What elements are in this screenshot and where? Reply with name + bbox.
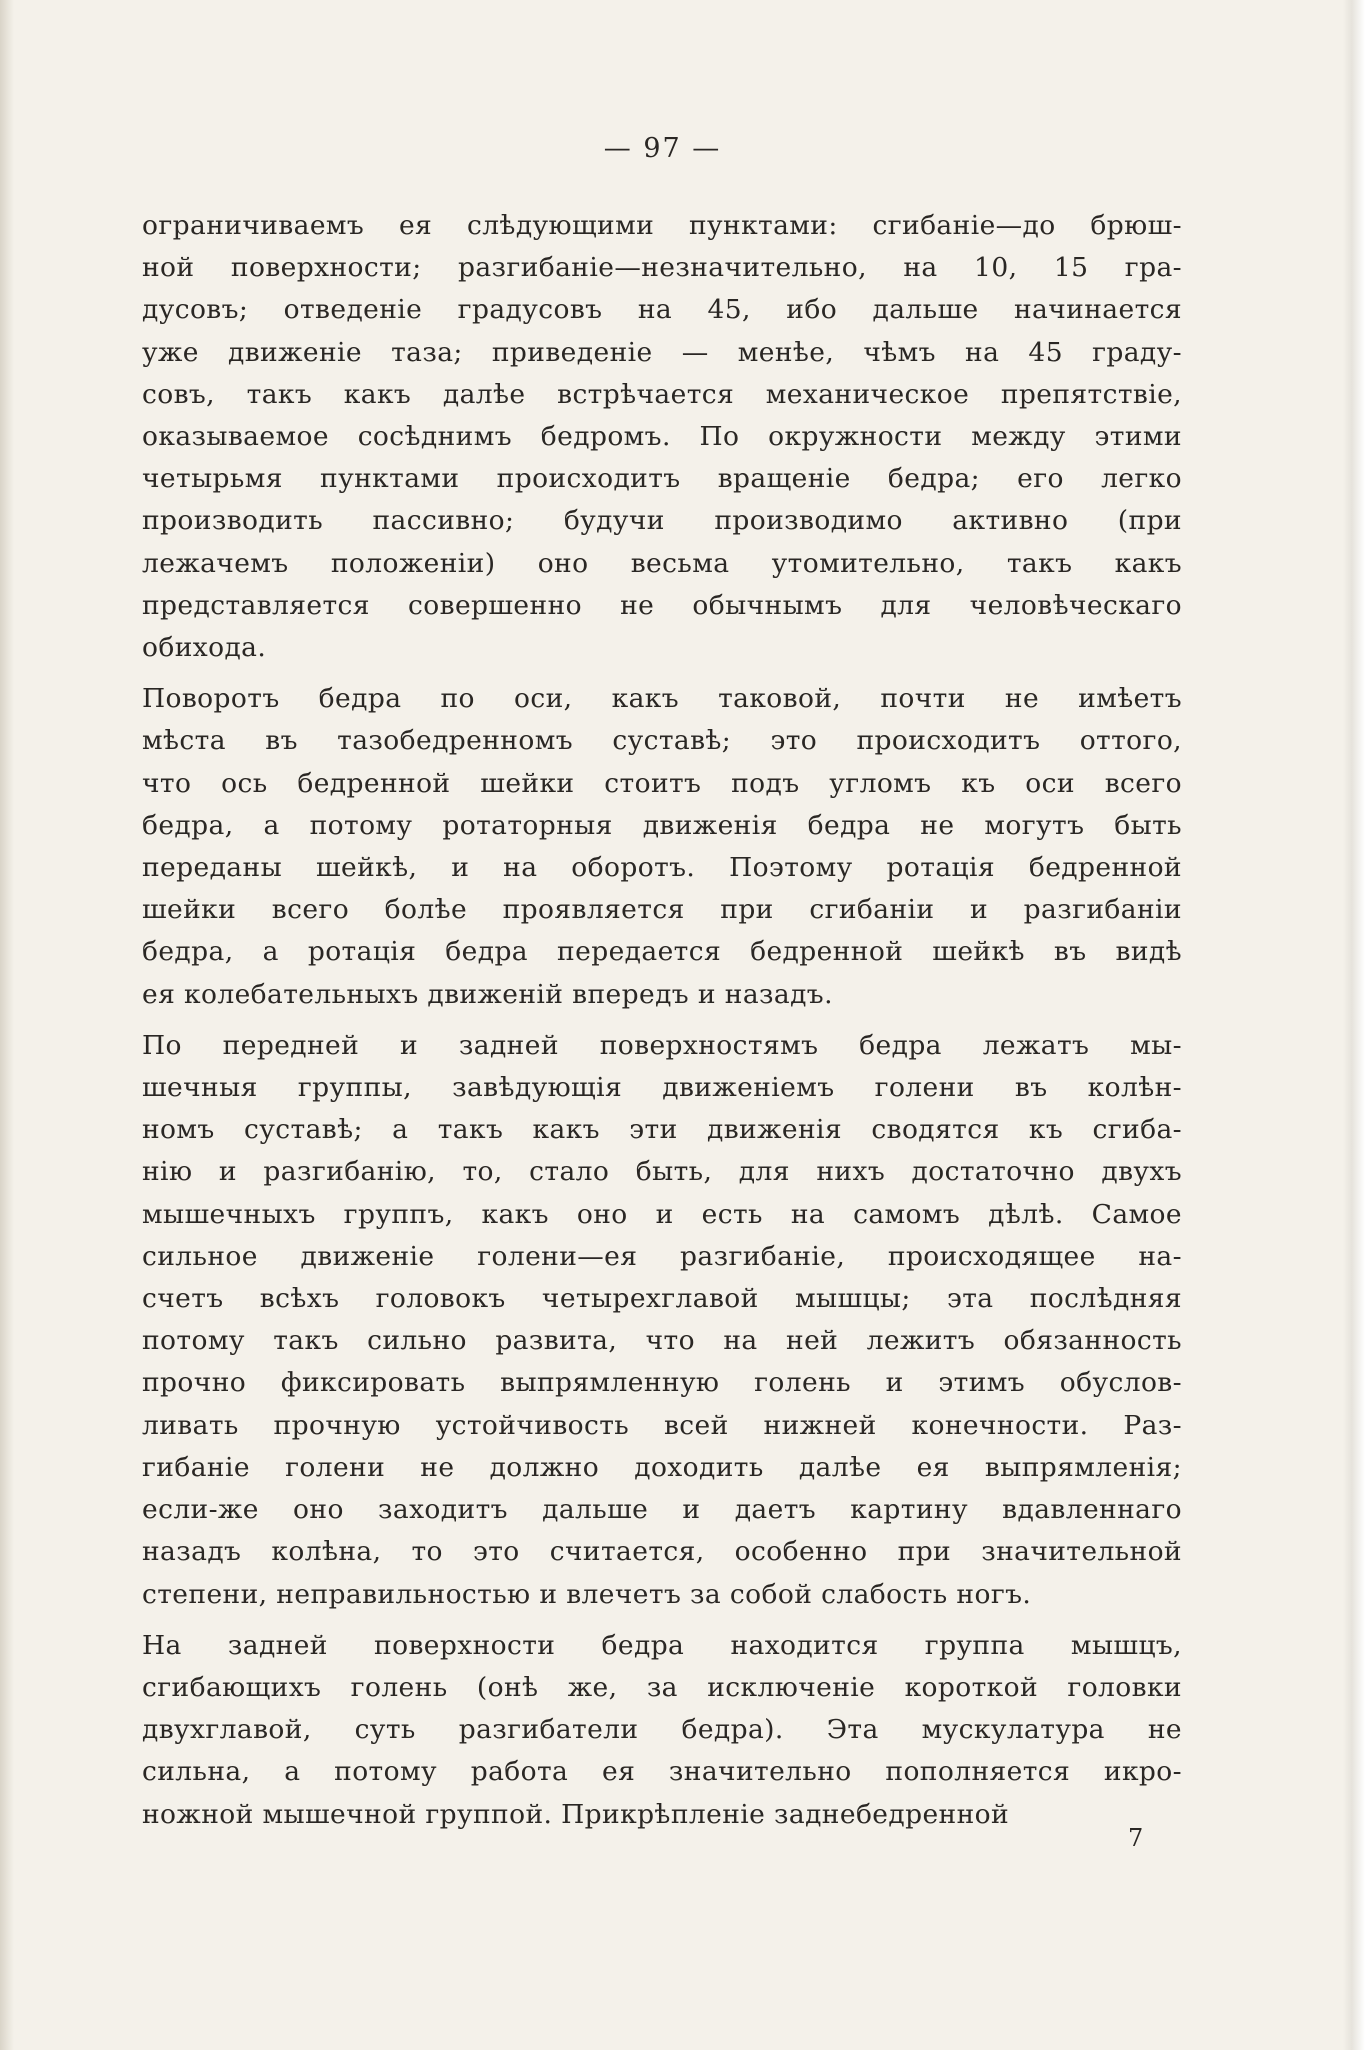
text-line: номъ суставѣ; а такъ какъ эти движенія сводятся къ сгиба- — [142, 1114, 1182, 1146]
text-line: По передней и задней поверхностямъ бедра лежатъ мы- — [142, 1029, 1182, 1061]
text-line: счетъ всѣхъ головокъ четырехглавой мышцы; эта послѣдняя — [142, 1283, 1182, 1315]
page-number: — 97 — — [603, 133, 722, 164]
text-line: потому такъ сильно развита, что на ней лежитъ обязанность — [142, 1325, 1182, 1357]
text-line: нію и разгибанію, то, стало быть, для нихъ достаточно двухъ — [142, 1156, 1182, 1188]
text-line: четырьмя пунктами происходитъ вращеніе бедра; его легко — [142, 463, 1182, 495]
paragraph-2 — [142, 678, 1182, 1016]
text-line: степени, неправильностью и влечетъ за собой слабость ногъ. — [142, 1578, 1032, 1610]
text-line: шечныя группы, завѣдующія движеніемъ голени въ колѣн- — [142, 1072, 1182, 1104]
text-line: представляется совершенно не обычнымъ для человѣческаго — [142, 589, 1182, 621]
page-right-edge — [1343, 0, 1365, 2050]
text-line: бедра, а потому ротаторныя движенія бедра не могутъ быть — [142, 809, 1182, 841]
text-line: бедра, а ротація бедра передается бедренной шейкѣ въ видѣ — [142, 936, 1182, 968]
signature-mark: 7 — [1128, 1824, 1144, 1852]
text-line: ной поверхности; разгибаніе—незначительно, на 10, 15 гра- — [142, 252, 1182, 284]
text-line: совъ, такъ какъ далѣе встрѣчается механическое препятствіе, — [142, 378, 1182, 410]
body-text — [142, 205, 1182, 1845]
text-line: мышечныхъ группъ, какъ оно и есть на самомъ дѣлѣ. Самое — [142, 1198, 1182, 1230]
text-line: ея колебательныхъ движеній впередъ и назадъ. — [142, 978, 833, 1010]
paragraph-3 — [142, 1025, 1182, 1616]
text-line: двухглавой, суть разгибатели бедра). Эта мускулатура не — [142, 1714, 1182, 1746]
text-line: прочно фиксировать выпрямленную голень и этимъ обуслов- — [142, 1367, 1182, 1399]
text-line: ограничиваемъ ея слѣдующими пунктами: сгибаніе—до брюш- — [142, 210, 1182, 241]
paragraph-1 — [142, 205, 1182, 669]
text-line: сгибающихъ голень (онѣ же, за исключеніе короткой головки — [142, 1671, 1182, 1703]
text-line: переданы шейкѣ, и на оборотъ. Поэтому ротація бедренной — [142, 852, 1182, 884]
text-line: производить пассивно; будучи производимо активно (при — [142, 505, 1182, 537]
text-line: назадъ колѣна, то это считается, особенно при значительной — [142, 1536, 1182, 1568]
text-line: дусовъ; отведеніе градусовъ на 45, ибо дальше начинается — [142, 294, 1182, 326]
text-line: сильное движеніе голени—ея разгибаніе, происходящее на- — [142, 1240, 1182, 1272]
text-line: уже движеніе таза; приведеніе — менѣе, чѣмъ на 45 граду- — [142, 336, 1182, 368]
text-line: обихода. — [142, 632, 267, 664]
text-line: что ось бедренной шейки стоитъ подъ угломъ къ оси всего — [142, 767, 1182, 799]
text-line: сильна, а потому работа ея значительно пополняется икро- — [142, 1756, 1182, 1788]
paragraph-4 — [142, 1625, 1182, 1836]
text-line: оказываемое сосѣднимъ бедромъ. По окружности между этими — [142, 421, 1182, 453]
page-left-shadow — [0, 0, 14, 2050]
text-line: ливать прочную устойчивость всей нижней конечности. Раз- — [142, 1409, 1182, 1441]
text-line: если-же оно заходитъ дальше и даетъ картину вдавленнаго — [142, 1494, 1182, 1526]
text-line: шейки всего болѣе проявляется при сгибаніи и разгибаніи — [142, 894, 1182, 926]
text-line: мѣста въ тазобедренномъ суставѣ; это происходитъ оттого, — [142, 725, 1182, 757]
text-line: лежачемъ положеніи) оно весьма утомительно, такъ какъ — [142, 547, 1182, 579]
text-line: гибаніе голени не должно доходить далѣе ея выпрямленія; — [142, 1451, 1182, 1483]
text-line: Поворотъ бедра по оси, какъ таковой, почти не имѣетъ — [142, 683, 1182, 715]
text-line: На задней поверхности бедра находится группа мышцъ, — [142, 1629, 1182, 1661]
text-line: ножной мышечной группой. Прикрѣпленіе заднебедренной — [142, 1798, 1010, 1830]
